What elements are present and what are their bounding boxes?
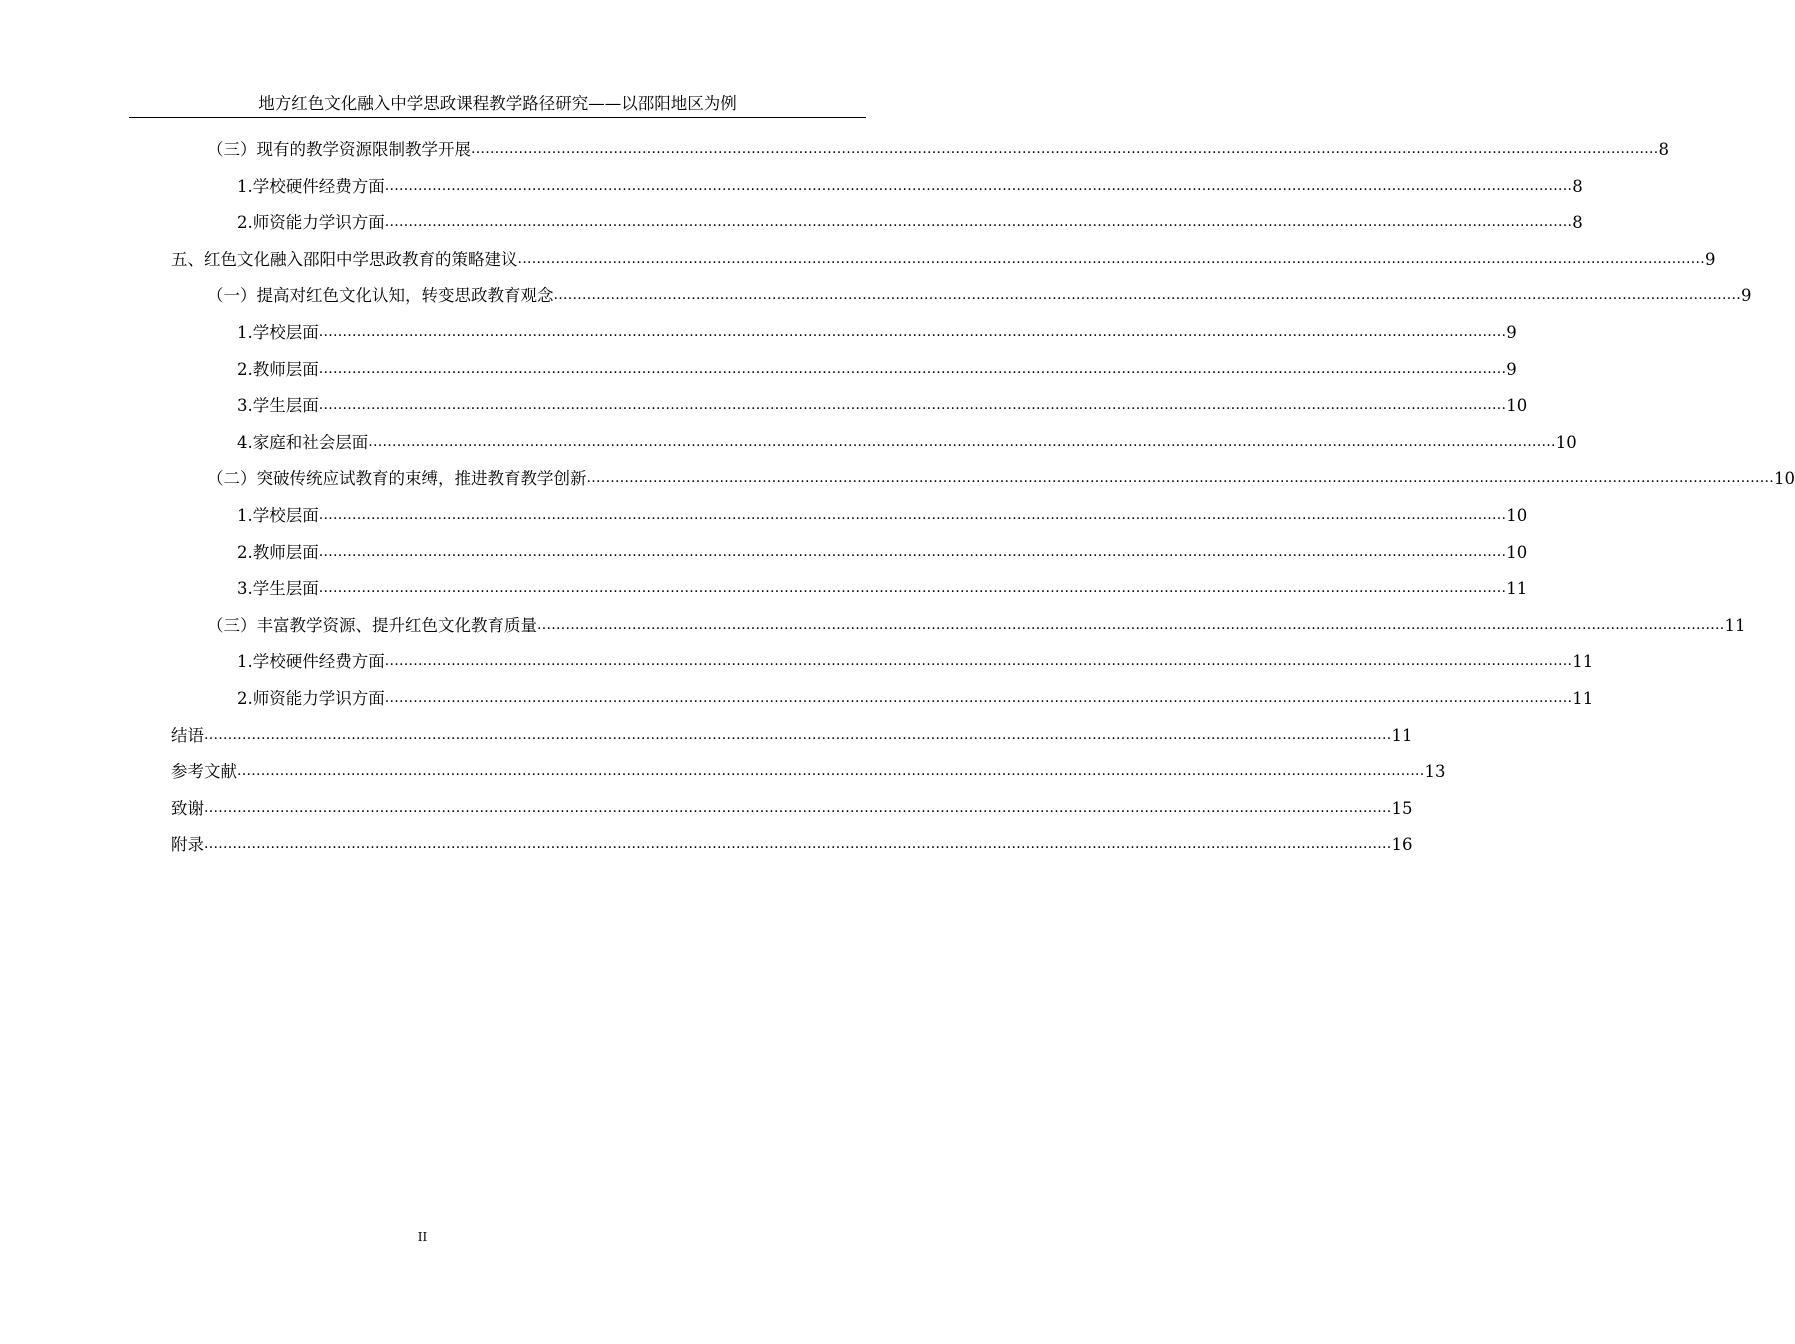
toc-entry-title: 参考文献: [171, 762, 237, 781]
toc-dot-leader: ..........................................................................................................................................................................................................................................................: [318, 397, 1507, 413]
toc-entry[interactable]: [171, 247, 1716, 273]
toc-entry[interactable]: [207, 466, 1795, 492]
toc-entry[interactable]: [171, 759, 1446, 785]
toc-entry-page: 11: [1724, 616, 1746, 635]
toc-entry-title: 2.教师层面: [237, 543, 319, 562]
toc-entry-title: 致谢: [171, 799, 204, 818]
toc-dot-leader: ..........................................................................................................................................................................................................................................................: [318, 507, 1507, 523]
toc-dot-leader: ..........................................................................................................................................................................................................................................................: [318, 580, 1507, 596]
toc-entry-page: 9: [1506, 323, 1517, 342]
toc-dot-leader: ..........................................................................................................................................................................................................................................................: [318, 324, 1507, 340]
toc-entry-title: 1.学校硬件经费方面: [237, 177, 385, 196]
toc-entry[interactable]: [237, 393, 1528, 419]
toc-entry-title: 1.学校硬件经费方面: [237, 652, 385, 671]
toc-dot-leader: ..........................................................................................................................................................................................................................................................: [318, 361, 1507, 377]
toc-entry-page: 16: [1391, 835, 1413, 854]
toc-dot-leader: ..........................................................................................................................................................................................................................................................: [204, 800, 1392, 816]
toc-entry-page: 10: [1555, 433, 1577, 452]
toc-dot-leader: ..........................................................................................................................................................................................................................................................: [471, 141, 1659, 157]
toc-entry-page: 11: [1572, 689, 1594, 708]
toc-dot-leader: ..........................................................................................................................................................................................................................................................: [384, 214, 1573, 230]
toc-entry[interactable]: [171, 723, 1413, 749]
toc-entry-title: 2.师资能力学识方面: [237, 689, 385, 708]
toc-entry[interactable]: [237, 503, 1528, 529]
toc-entry-title: （三）丰富教学资源、提升红色文化教育质量: [207, 616, 537, 635]
toc-entry-page: 11: [1506, 579, 1528, 598]
toc-entry-page: 10: [1506, 396, 1528, 415]
toc-dot-leader: ..........................................................................................................................................................................................................................................................: [537, 617, 1725, 633]
page-number: II: [417, 1230, 428, 1244]
toc-entry[interactable]: [237, 210, 1583, 236]
toc-dot-leader: ..........................................................................................................................................................................................................................................................: [204, 836, 1392, 852]
toc-entry[interactable]: [237, 540, 1528, 566]
toc-entry-page: 10: [1506, 543, 1528, 562]
toc-entry[interactable]: [237, 357, 1517, 383]
toc-entry[interactable]: [207, 613, 1746, 639]
toc-entry-page: 9: [1506, 360, 1517, 379]
toc-entry-title: 4.家庭和社会层面: [237, 433, 369, 452]
toc-dot-leader: ..........................................................................................................................................................................................................................................................: [553, 287, 1742, 303]
toc-entry[interactable]: [237, 320, 1517, 346]
toc-entry[interactable]: [237, 174, 1583, 200]
toc-entry-title: 结语: [171, 726, 204, 745]
toc-dot-leader: ..........................................................................................................................................................................................................................................................: [384, 690, 1573, 706]
toc-entry-page: 15: [1391, 799, 1413, 818]
toc-entry-title: 2.师资能力学识方面: [237, 213, 385, 232]
toc-entry[interactable]: [237, 649, 1594, 675]
toc-dot-leader: ..........................................................................................................................................................................................................................................................: [586, 470, 1775, 486]
toc-entry-title: （三）现有的教学资源限制教学开展: [207, 140, 471, 159]
toc-entry[interactable]: [207, 137, 1670, 163]
toc-entry-title: （一）提高对红色文化认知，转变思政教育观念: [207, 286, 554, 305]
running-header: 地方红色文化融入中学思政课程教学路径研究——以邵阳地区为例: [258, 94, 737, 113]
toc-entry-page: 11: [1391, 726, 1413, 745]
toc-entry-title: 1.学校层面: [237, 506, 319, 525]
toc-dot-leader: ..........................................................................................................................................................................................................................................................: [517, 251, 1706, 267]
toc-entry-title: 五、红色文化融入邵阳中学思政教育的策略建议: [171, 250, 518, 269]
toc-entry-title: 1.学校层面: [237, 323, 319, 342]
toc-entry[interactable]: [237, 430, 1577, 456]
toc-entry[interactable]: [171, 832, 1413, 858]
toc-entry-page: 13: [1424, 762, 1446, 781]
toc-entry-page: 10: [1506, 506, 1528, 525]
toc-entry-page: 11: [1572, 652, 1594, 671]
toc-entry-page: 8: [1572, 213, 1583, 232]
toc-entry-page: 9: [1705, 250, 1716, 269]
toc-dot-leader: ..........................................................................................................................................................................................................................................................: [384, 178, 1573, 194]
toc-entry-page: 8: [1658, 140, 1670, 159]
toc-entry[interactable]: [171, 796, 1413, 822]
toc-entry-page: 10: [1774, 469, 1795, 488]
toc-entry-title: （二）突破传统应试教育的束缚，推进教育教学创新: [207, 469, 587, 488]
toc-dot-leader: ..........................................................................................................................................................................................................................................................: [237, 763, 1425, 779]
toc-dot-leader: ..........................................................................................................................................................................................................................................................: [318, 544, 1507, 560]
toc-entry-title: 3.学生层面: [237, 579, 319, 598]
toc-entry-title: 附录: [171, 835, 204, 854]
toc-entry-page: 8: [1572, 177, 1583, 196]
toc-entry-title: 2.教师层面: [237, 360, 319, 379]
toc-entry[interactable]: [237, 576, 1528, 602]
toc-entry[interactable]: [237, 686, 1594, 712]
toc-entry[interactable]: [207, 283, 1752, 309]
toc-dot-leader: ..........................................................................................................................................................................................................................................................: [384, 653, 1573, 669]
toc-entry-page: 9: [1741, 286, 1752, 305]
toc-dot-leader: ..........................................................................................................................................................................................................................................................: [368, 434, 1556, 450]
toc-entry-title: 3.学生层面: [237, 396, 319, 415]
toc-dot-leader: ..........................................................................................................................................................................................................................................................: [204, 727, 1392, 743]
